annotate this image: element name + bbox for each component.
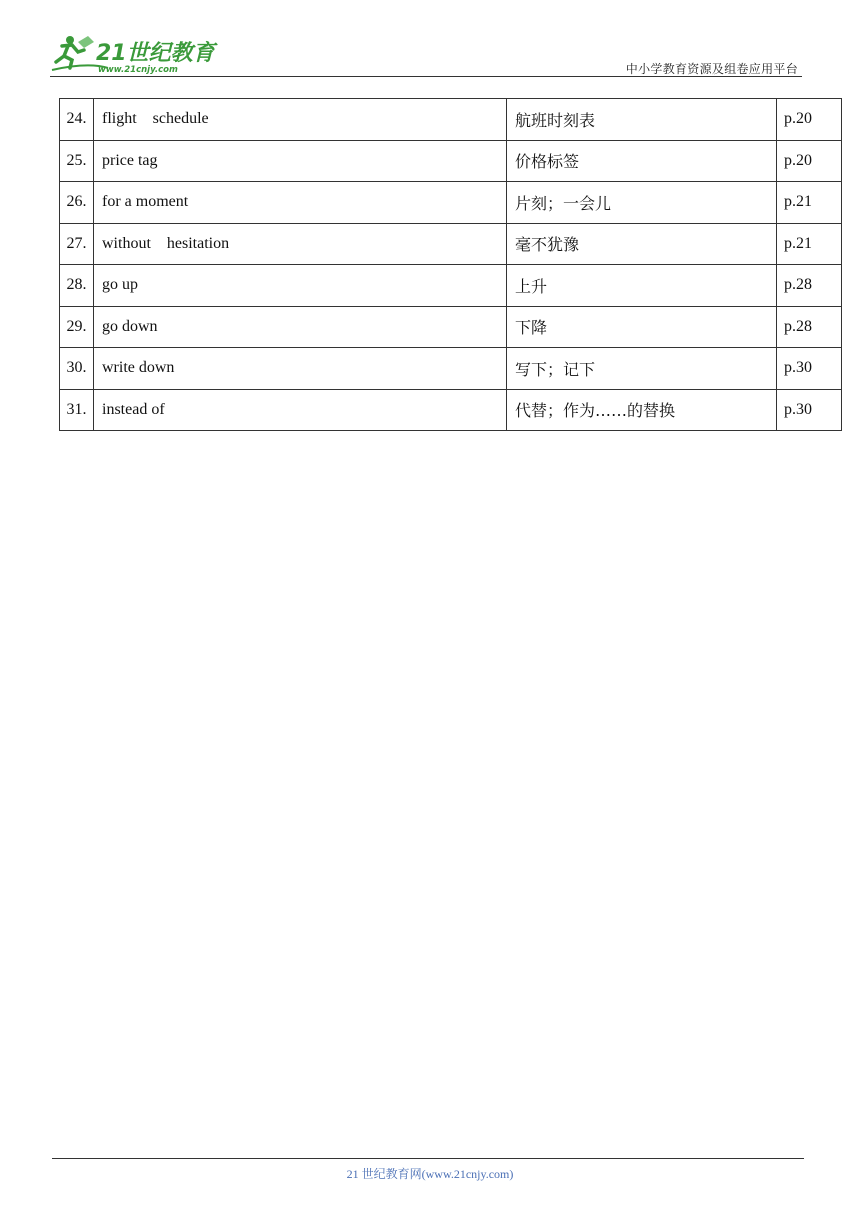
header-divider (50, 76, 802, 77)
row-number: 28. (60, 265, 94, 307)
vocabulary-table (59, 98, 842, 431)
table-row (60, 348, 842, 390)
english-phrase: flight schedule (94, 99, 507, 141)
svg-text:21世纪教育: 21世纪教育 (96, 41, 215, 66)
page-reference: p.28 (777, 306, 842, 348)
footer-link[interactable]: 21 世纪教育网(www.21cnjy.com) (346, 1167, 514, 1181)
row-number: 25. (60, 140, 94, 182)
english-phrase: instead of (94, 389, 507, 431)
row-number: 24. (60, 99, 94, 141)
page-reference: p.20 (777, 99, 842, 141)
row-number: 29. (60, 306, 94, 348)
table-row (60, 182, 842, 224)
runner-logo-icon (48, 32, 218, 76)
page-reference: p.30 (777, 389, 842, 431)
page-header (0, 0, 860, 80)
row-number: 31. (60, 389, 94, 431)
page-reference: p.21 (777, 223, 842, 265)
row-number: 26. (60, 182, 94, 224)
row-number: 27. (60, 223, 94, 265)
chinese-meaning: 毫不犹豫 (507, 223, 777, 265)
chinese-meaning: 上升 (507, 265, 777, 307)
chinese-meaning: 下降 (507, 306, 777, 348)
english-phrase: write down (94, 348, 507, 390)
platform-title: 中小学教育资源及组卷应用平台 (625, 62, 798, 76)
page-reference: p.20 (777, 140, 842, 182)
english-phrase: go down (94, 306, 507, 348)
chinese-meaning: 航班时刻表 (507, 99, 777, 141)
table-row (60, 306, 842, 348)
chinese-meaning: 代替；作为……的替换 (507, 389, 777, 431)
page-reference: p.28 (777, 265, 842, 307)
english-phrase: price tag (94, 140, 507, 182)
footer-divider (52, 1158, 804, 1159)
svg-text:www.21cnjy.com: www.21cnjy.com (98, 65, 178, 75)
row-number: 30. (60, 348, 94, 390)
english-phrase: for a moment (94, 182, 507, 224)
site-logo[interactable] (48, 32, 218, 76)
chinese-meaning: 写下；记下 (507, 348, 777, 390)
table-row (60, 140, 842, 182)
table-row (60, 223, 842, 265)
page-reference: p.30 (777, 348, 842, 390)
table-row (60, 389, 842, 431)
chinese-meaning: 片刻；一会儿 (507, 182, 777, 224)
table-row (60, 99, 842, 141)
page-reference: p.21 (777, 182, 842, 224)
english-phrase: without hesitation (94, 223, 507, 265)
english-phrase: go up (94, 265, 507, 307)
vocabulary-table-body (60, 99, 842, 431)
table-row (60, 265, 842, 307)
chinese-meaning: 价格标签 (507, 140, 777, 182)
